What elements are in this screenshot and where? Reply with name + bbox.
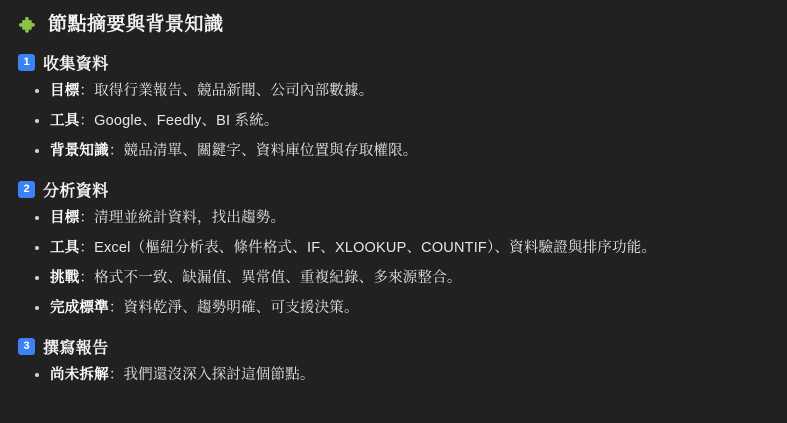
list-item-text: ：我們還沒深入探討這個節點。 [108, 366, 315, 383]
list-item-lead: 挑戰 [50, 269, 80, 286]
section-title: 收集資料 [43, 55, 109, 73]
list-item-lead: 目標 [50, 209, 80, 226]
list-item-lead: 完成標準 [50, 299, 109, 316]
section-title: 撰寫報告 [43, 339, 109, 357]
list-item-lead: 背景知識 [50, 142, 109, 159]
section-number-badge: 1 [18, 54, 35, 71]
section-header [18, 335, 769, 358]
list-item-lead: 目標 [50, 82, 80, 99]
list-item-text: ：Google、Feedly、BI 系統。 [79, 112, 279, 129]
list-item-text: ：Excel（樞紐分析表、條件格式、IF、XLOOKUP、COUNTIF）、資料驗證與排序功能。 [79, 239, 657, 256]
list-item [32, 365, 769, 386]
section-header [18, 51, 769, 74]
list-item [32, 268, 769, 289]
section-number-badge: 2 [18, 181, 35, 198]
list-item-lead: 工具 [50, 112, 80, 129]
section-analyze-data [18, 178, 769, 319]
puzzle-piece-icon [18, 15, 39, 36]
list-item [32, 81, 769, 102]
list-item [32, 208, 769, 229]
list-item [32, 111, 769, 132]
list-item-lead: 工具 [50, 239, 80, 256]
section-header [18, 178, 769, 201]
bullet-list [18, 81, 769, 162]
page-title-text: 節點摘要與背景知識 [48, 14, 224, 35]
page-title [18, 14, 769, 37]
list-item-text: ：競品清單、關鍵字、資料庫位置與存取權限。 [108, 142, 418, 159]
section-title: 分析資料 [43, 182, 109, 200]
list-item-text: ：格式不一致、缺漏值、異常值、重複紀錄、多來源整合。 [79, 269, 462, 286]
section-number-badge: 3 [18, 338, 35, 355]
list-item [32, 298, 769, 319]
list-item-text: ：取得行業報告、競品新聞、公司內部數據。 [79, 82, 374, 99]
bullet-list [18, 365, 769, 386]
list-item-text: ：清理並統計資料，找出趨勢。 [79, 209, 286, 226]
section-write-report [18, 335, 769, 386]
section-collect-data [18, 51, 769, 162]
list-item [32, 238, 769, 259]
list-item-lead: 尚未拆解 [50, 366, 109, 383]
bullet-list [18, 208, 769, 319]
list-item-text: ：資料乾淨、趨勢明確、可支援決策。 [108, 299, 359, 316]
list-item [32, 141, 769, 162]
